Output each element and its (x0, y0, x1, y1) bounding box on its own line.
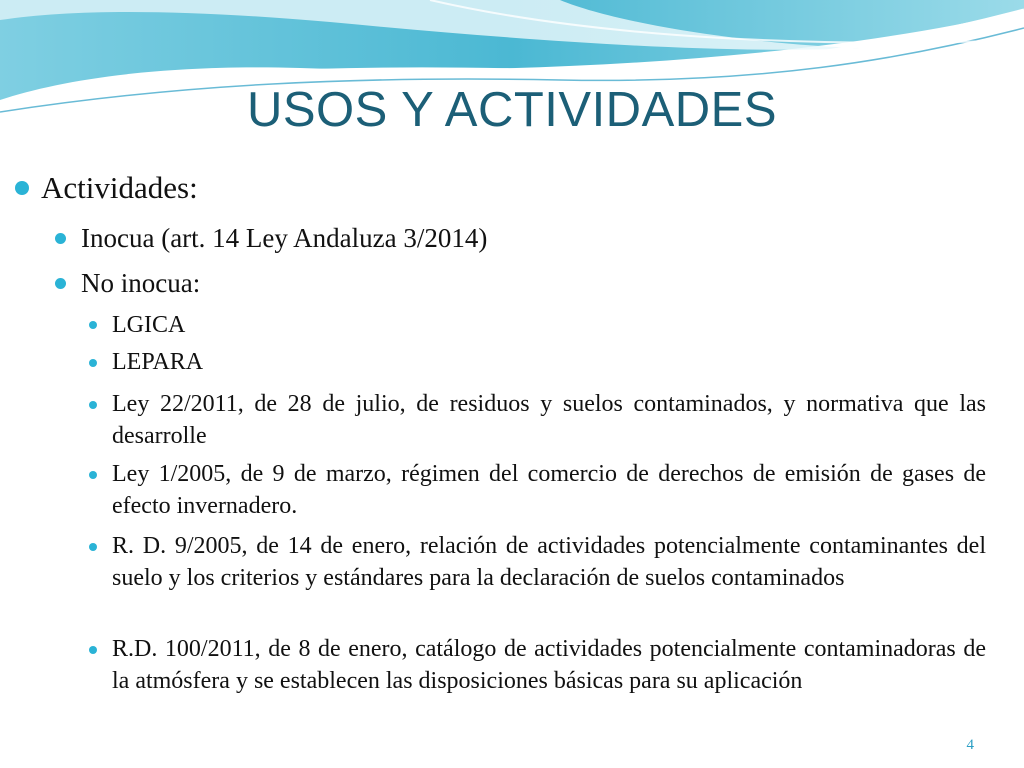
bullet-text: LEPARA (112, 349, 204, 375)
bullet-dot-icon (89, 321, 97, 329)
bullet-text: Actividades: (41, 170, 198, 205)
bullet-text: Ley 1/2005, de 9 de marzo, régimen del comercio de derechos de emisión de gases de efecto invernadero. (112, 461, 986, 519)
bullet-text: R.D. 100/2011, de 8 de enero, catálogo de actividades potencialmente contaminadoras de la atmósfera y se establecen las disposiciones básicas para su aplicación (112, 636, 986, 694)
bullet-text: R. D. 9/2005, de 14 de enero, relación de actividades potencialmente contaminantes del suelo y los criterios y estándares para la declaración de suelos contaminados (112, 533, 986, 591)
bullet-dot-icon (55, 278, 66, 289)
bullet-dot-icon (89, 543, 97, 551)
slide-title: USOS Y ACTIVIDADES (246, 83, 778, 137)
bullet-dot-icon (89, 359, 97, 367)
bullet-dot-icon (55, 233, 66, 244)
bullet-dot-icon (89, 471, 97, 479)
bullet-dot-icon (89, 646, 97, 654)
bullet-dot-icon (89, 401, 97, 409)
page-number: 4 (966, 737, 974, 753)
bullet-text: No inocua: (81, 268, 201, 298)
bullet-text: LGICA (112, 312, 186, 338)
bullet-text: Inocua (art. 14 Ley Andaluza 3/2014) (81, 223, 488, 253)
bullet-text: Ley 22/2011, de 28 de julio, de residuos y suelos contaminados, y normativa que las desarrolle (112, 391, 986, 449)
bullet-dot-icon (15, 181, 29, 195)
